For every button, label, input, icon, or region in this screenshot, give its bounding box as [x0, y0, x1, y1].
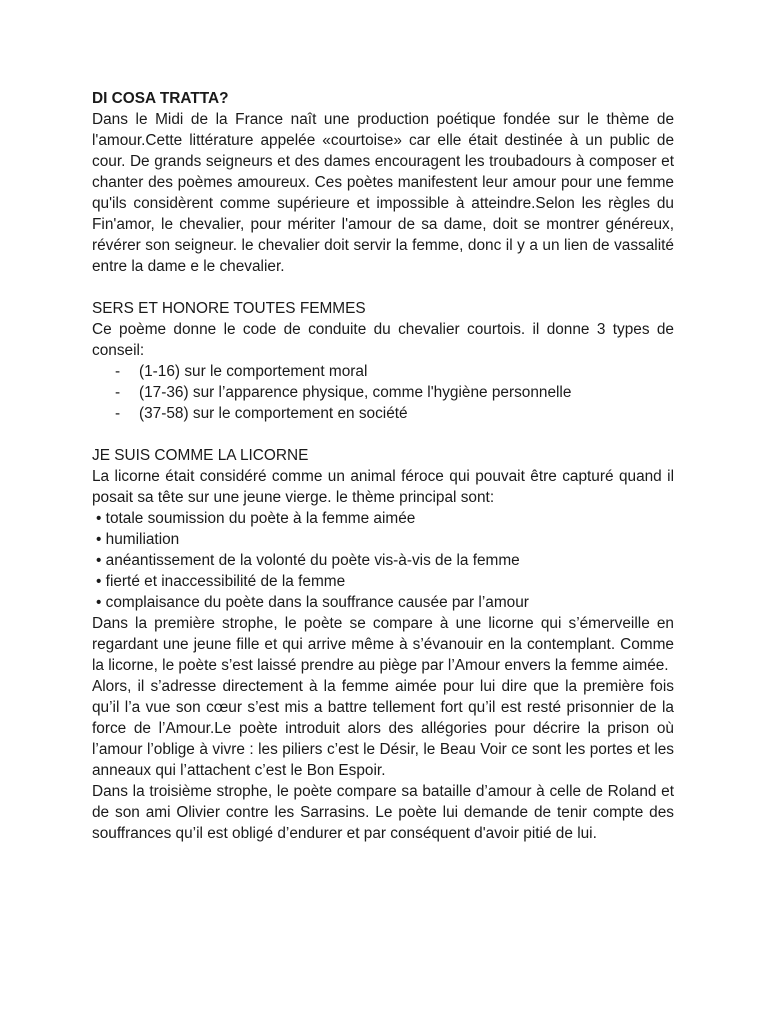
- advice-list: [92, 361, 674, 424]
- list-item: [92, 403, 674, 424]
- list-item: • humiliation: [96, 531, 180, 548]
- paragraph-strophe-1: Dans la première strophe, le poète se compare à une licorne qui s’émerveille en regardant une jeune fille et qui arrive même à s’évanouir en la contemplant. Comme la licorne, le poète s’est laissé prendre au piège par l’Amour envers la femme aimée.: [92, 615, 674, 674]
- document-page: [92, 88, 674, 844]
- list-item-text: (17-36) sur l’apparence physique, comme l'hygiène personnelle: [139, 384, 572, 401]
- paragraph-strophe-2: Alors, il s’adresse directement à la femme aimée pour lui dire que la première fois qu’il l’a vue son cœur s’est mis a battre tellement fort qu’il est resté prisonnier de la force de l’Amour.Le poète introduit alors des allégories pour décrire la prison où l’amour l’oblige à vivre : les piliers c’est le Désir, le Beau Voir ce sont les portes et les anneaux qui l’attachent c’est le Bon Espoir.: [92, 678, 674, 779]
- list-item: • anéantissement de la volonté du poète vis-à-vis de la femme: [96, 552, 520, 569]
- list-item: • totale soumission du poète à la femme aimée: [96, 510, 416, 527]
- list-item: • complaisance du poète dans la souffrance causée par l’amour: [96, 594, 529, 611]
- list-dash: -: [115, 363, 121, 380]
- spacer: [92, 424, 674, 445]
- spacer: [92, 277, 674, 298]
- section-title-licorne: JE SUIS COMME LA LICORNE: [92, 447, 309, 464]
- theme-list: [92, 508, 674, 613]
- list-dash: -: [115, 384, 121, 401]
- paragraph-strophe-3: Dans la troisième strophe, le poète compare sa bataille d’amour à celle de Roland et de son ami Olivier contre les Sarrasins. Le poète lui demande de tenir compte des souffrances qu’il est obligé d’endurer et par conséquent d'avoir pitié de lui.: [92, 783, 674, 842]
- list-dash: -: [115, 405, 121, 422]
- section-title-sers-et-honore: SERS ET HONORE TOUTES FEMMES: [92, 300, 366, 317]
- list-item: [92, 361, 674, 382]
- section-title-di-cosa-tratta: DI COSA TRATTA?: [92, 90, 229, 107]
- list-item-text: (1-16) sur le comportement moral: [139, 363, 368, 380]
- list-item-text: (37-58) sur le comportement en société: [139, 405, 408, 422]
- section-body-licorne-intro: La licorne était considéré comme un animal féroce qui pouvait être capturé quand il posait sa tête sur une jeune vierge. le thème principal sont:: [92, 468, 674, 506]
- list-item: • fierté et inaccessibilité de la femme: [96, 573, 346, 590]
- list-item: [92, 382, 674, 403]
- section-body-intro: Dans le Midi de la France naît une production poétique fondée sur le thème de l'amour.Cette littérature appelée «courtoise» car elle était destinée à un public de cour. De grands seigneurs et des dames encouragent les troubadours à composer et chanter des poèmes amoureux. Ces poètes manifestent leur amour pour une femme qu'ils considèrent comme supérieure et impossible à atteindre.Selon les règles du Fin'amor, le chevalier, pour mériter l'amour de sa dame, doit se montrer généreux, révérer son seigneur. le chevalier doit servir la femme, donc il y a un lien de vassalité entre la dame e le chevalier.: [92, 111, 674, 275]
- section-body-code: Ce poème donne le code de conduite du chevalier courtois. il donne 3 types de conseil:: [92, 321, 674, 359]
